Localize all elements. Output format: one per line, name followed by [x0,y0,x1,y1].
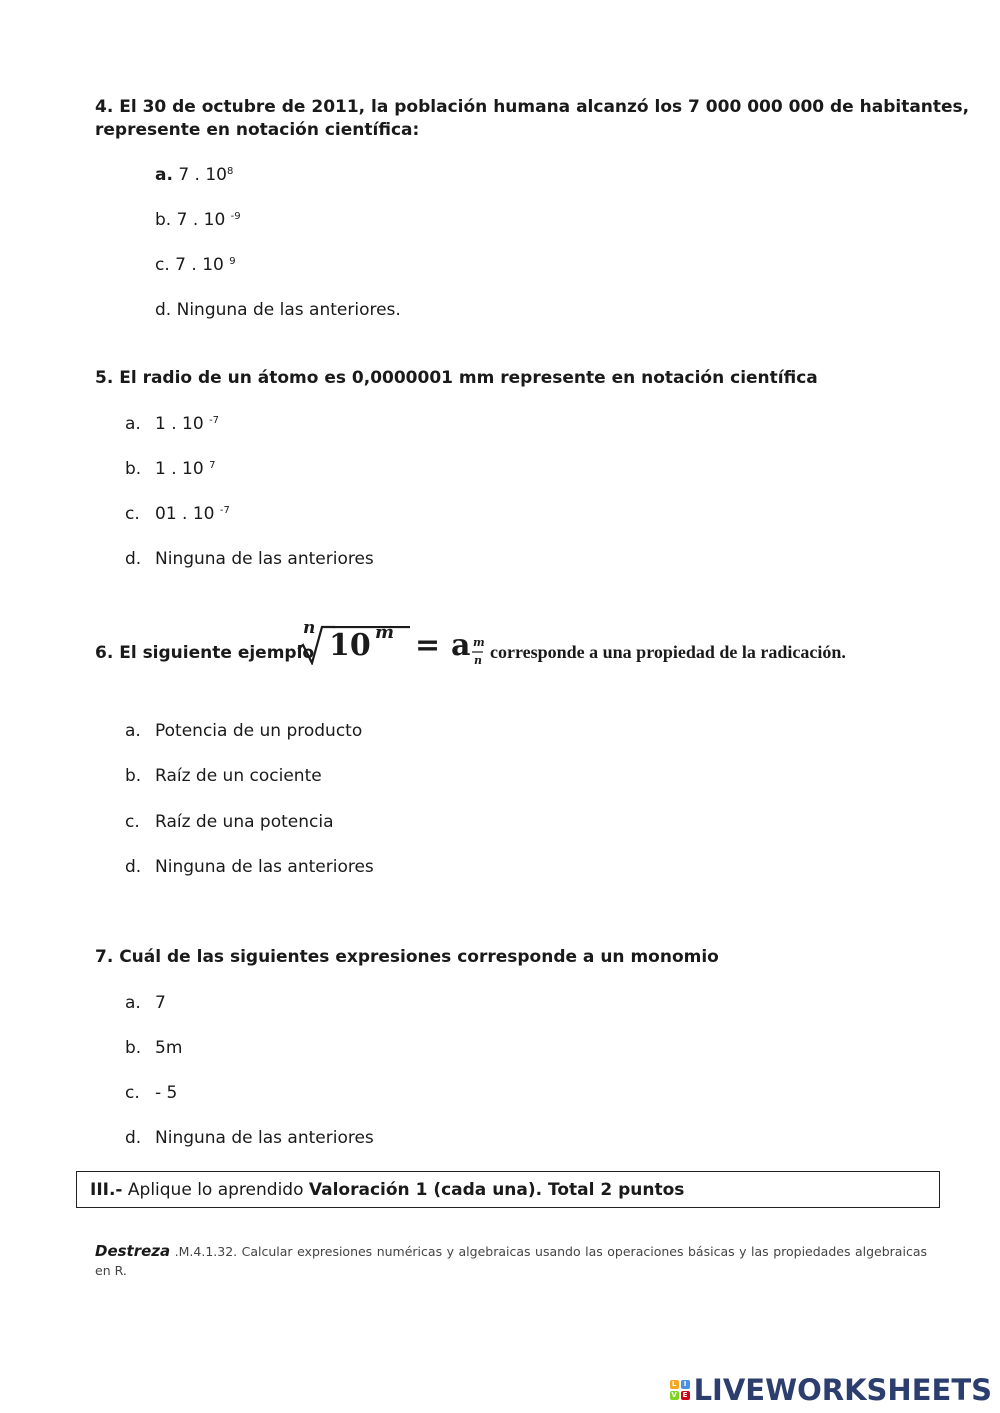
logo-square-l: L [670,1380,679,1389]
q5-option-a[interactable] [125,413,219,435]
q7-title: 7. Cuál de las siguientes expresiones corresponde a un monomio [95,947,719,967]
section-number: III.- [90,1180,123,1200]
option-text: 1 . 10 [155,414,210,434]
q6-option-c[interactable] [125,811,334,833]
option-text: Raíz de un cociente [155,766,322,786]
option-text: 01 . 10 [155,504,220,524]
fraction-denominator: n [474,654,482,667]
option-exponent: -9 [230,211,241,222]
q7-option-a[interactable] [125,992,166,1014]
logo-grid-icon [670,1380,690,1400]
option-letter: a. [125,993,141,1013]
q4-title [95,96,969,142]
q6-title [95,618,975,674]
option-text: 7 . 10 [171,210,231,230]
option-exponent: -7 [209,415,220,426]
q4-option-a[interactable] [155,164,233,186]
option-text: 7 . 10 [169,255,230,275]
destreza-note [95,1242,927,1280]
option-letter: c. [125,812,140,832]
option-exponent: 8 [227,166,234,177]
option-text: Ninguna de las anteriores [155,549,374,569]
option-exponent: 7 [209,460,216,471]
option-text: Ninguna de las anteriores [155,857,374,877]
option-text: - 5 [155,1083,178,1103]
option-letter: d. [125,857,142,877]
option-text: 1 . 10 [155,459,210,479]
fraction-numerator: m [473,636,485,649]
option-letter: b. [125,1038,142,1058]
q4-title-line2: represente en notación científica: [95,120,420,140]
option-letter: a. [125,721,141,741]
section-bold-text: Valoración 1 (cada una). Total 2 puntos [308,1180,685,1200]
destreza-text: .M.4.1.32. Calcular expresiones numéricas y algebraicas usando las operaciones básicas y las propiedades algebraicas en R. [95,1244,927,1278]
q7-option-c[interactable] [125,1082,177,1104]
option-text: Raíz de una potencia [155,812,334,832]
option-letter: a. [155,165,173,185]
option-letter: a. [125,414,141,434]
q5-title: 5. El radio de un átomo es 0,0000001 mm represente en notación científica [95,368,818,388]
q5-option-c[interactable] [125,503,230,525]
option-letter: b. [125,459,142,479]
option-exponent: -7 [219,505,230,516]
section-text: Aplique lo aprendido [122,1180,309,1200]
q6-option-d[interactable] [125,856,374,878]
option-letter: d. [125,549,142,569]
option-text: Potencia de un producto [155,721,363,741]
q6-title-suffix: corresponde a una propiedad de la radicación. [490,642,846,662]
option-letter: c. [125,504,140,524]
radical-formula [295,618,490,674]
option-letter: b. [125,766,142,786]
radical-index: n [303,618,316,638]
radicand: 10 [329,628,371,663]
q4-option-d[interactable] [155,299,401,321]
option-exponent: 9 [229,256,236,267]
option-letter: c. [125,1083,140,1103]
logo-square-v: V [671,1391,677,1399]
q5-option-d[interactable] [125,548,374,570]
option-letter: d. [125,1128,142,1148]
option-letter: d. [155,300,172,320]
equals-sign: = [415,628,441,663]
q4-option-c[interactable] [155,254,236,276]
q5-option-b[interactable] [125,458,215,480]
q6-title-prefix: 6. El siguiente ejemplo [95,643,315,663]
option-text: Ninguna de las anteriores. [171,300,401,320]
q4-title-line1: 4. El 30 de octubre de 2011, la población humana alcanzó los 7 000 000 000 de habitantes, [95,97,970,117]
liveworksheets-logo [670,1373,992,1407]
q6-option-b[interactable] [125,765,322,787]
q6-option-a[interactable] [125,720,362,742]
logo-square-i: I [681,1380,690,1389]
logo-text: LIVEWORKSHEETS [693,1373,992,1407]
formula-result: a [451,628,471,663]
q4-option-b[interactable] [155,209,241,231]
destreza-label: Destreza [95,1242,171,1260]
logo-square-e: E [681,1391,690,1400]
option-text: Ninguna de las anteriores [155,1128,374,1148]
q7-option-d[interactable] [125,1127,374,1149]
option-text: 7 . 10 [172,165,228,185]
option-text: 5m [155,1038,183,1058]
option-text: 7 [155,993,166,1013]
q7-option-b[interactable] [125,1037,182,1059]
fraction-bar [472,651,483,653]
option-letter: b. [155,210,172,230]
radicand-exponent: m [375,622,395,643]
option-letter: c. [155,255,170,275]
section-header-box [76,1171,940,1208]
